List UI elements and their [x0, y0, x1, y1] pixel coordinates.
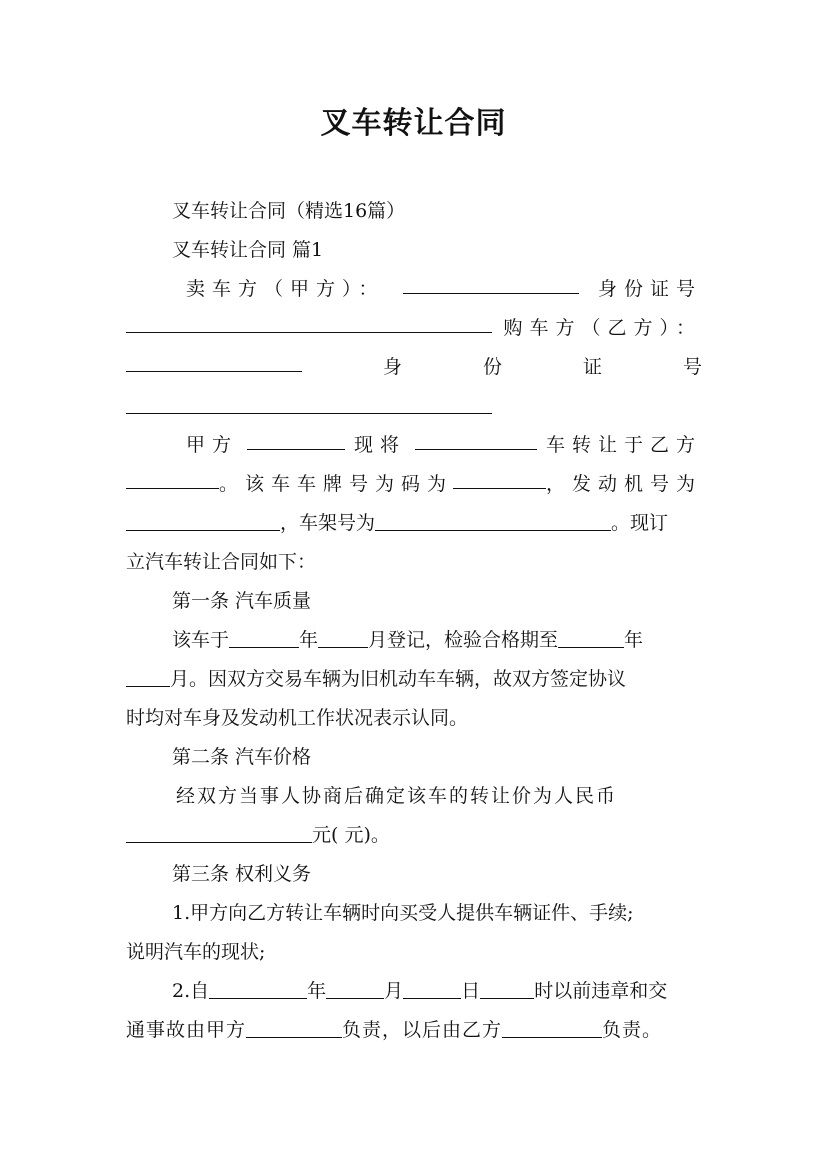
subtitle-line: 叉车转让合同（精选16篇） — [172, 200, 406, 222]
registration-line — [172, 625, 702, 655]
blank-field — [375, 511, 611, 531]
transfer-line — [186, 430, 702, 460]
blank-field — [126, 394, 492, 414]
paragraph-line: 立汽车转让合同如下： — [126, 551, 317, 573]
text: 负责。 — [602, 1019, 663, 1041]
blank-field — [558, 628, 624, 648]
text: 元( 元)。 — [312, 824, 390, 846]
text: 年 — [299, 629, 319, 651]
text: 月。因双方交易车辆为旧机动车车辆，故双方签定协议 — [170, 668, 627, 690]
blank-field — [502, 1018, 602, 1038]
text: 该车于 — [172, 629, 230, 651]
blank-field — [453, 469, 546, 489]
text: 月 — [384, 980, 404, 1002]
article-2-heading: 第二条 汽车价格 — [172, 746, 312, 768]
text: 2.自 — [172, 980, 210, 1002]
clause-1-line: 1.甲方向乙方转让车辆时向买受人提供车辆证件、手续; — [172, 902, 634, 924]
blank-field — [403, 274, 579, 294]
text: 通事故由甲方 — [126, 1019, 247, 1041]
blank-line — [126, 391, 702, 421]
id-label: 身份证号 — [597, 278, 702, 300]
blank-field — [403, 979, 461, 999]
engine-label: ，发动机号为 — [545, 473, 702, 495]
frame-line — [126, 508, 702, 538]
now-label: 现将 — [353, 434, 406, 456]
clause-2-line — [172, 976, 702, 1006]
plate-line — [126, 469, 702, 499]
seller-label: 卖车方（甲方）： — [186, 278, 385, 300]
blank-field — [126, 352, 302, 372]
buyer-id-line — [126, 352, 702, 382]
article-3-heading: 第三条 权利义务 — [172, 863, 312, 885]
plate-label: 。该车车牌号为码为 — [218, 473, 453, 495]
seller-line — [186, 274, 702, 304]
frame-label: ，车架号为 — [280, 512, 376, 534]
text: 年 — [624, 629, 644, 651]
blank-field — [415, 430, 537, 450]
text: 时以前违章和交 — [534, 980, 668, 1002]
buyer-label: 购车方（乙方）： — [503, 317, 702, 339]
price-line: 经双方当事人协商后确定该车的转让价为人民币 — [176, 785, 618, 807]
blank-field — [126, 313, 492, 333]
id-char: 证 — [582, 356, 602, 378]
blank-field — [318, 628, 368, 648]
id-char: 号 — [682, 356, 702, 378]
text: 日 — [461, 980, 481, 1002]
blank-field — [229, 628, 299, 648]
party-a-label: 甲方 — [186, 434, 239, 456]
frame-end-text: 。现订 — [611, 512, 669, 534]
blank-field — [209, 979, 307, 999]
paragraph-line: 时均对车身及发动机工作状况表示认同。 — [126, 707, 469, 729]
section-heading: 叉车转让合同 篇1 — [172, 239, 324, 261]
paragraph-line: 说明汽车的现状; — [126, 941, 266, 963]
blank-field — [480, 979, 534, 999]
document-title: 叉车转让合同 — [320, 106, 507, 141]
blank-field — [326, 979, 384, 999]
id-char: 身 — [382, 356, 402, 378]
article-1-heading: 第一条 汽车质量 — [172, 590, 312, 612]
text: 月登记，检验合格期至 — [368, 629, 559, 651]
blank-field — [126, 511, 280, 531]
paragraph-line — [126, 664, 702, 694]
blank-field — [247, 430, 345, 450]
blank-field — [246, 1018, 342, 1038]
price-amount-line — [126, 820, 702, 850]
accident-line — [126, 1015, 702, 1045]
buyer-line — [126, 313, 702, 343]
blank-field — [126, 469, 219, 489]
text: 年 — [307, 980, 327, 1002]
blank-field — [126, 667, 170, 687]
text: 负责，以后由乙方 — [342, 1019, 503, 1041]
blank-field — [126, 823, 312, 843]
id-char: 份 — [482, 356, 502, 378]
transfer-label: 车转让于乙方 — [545, 434, 702, 456]
